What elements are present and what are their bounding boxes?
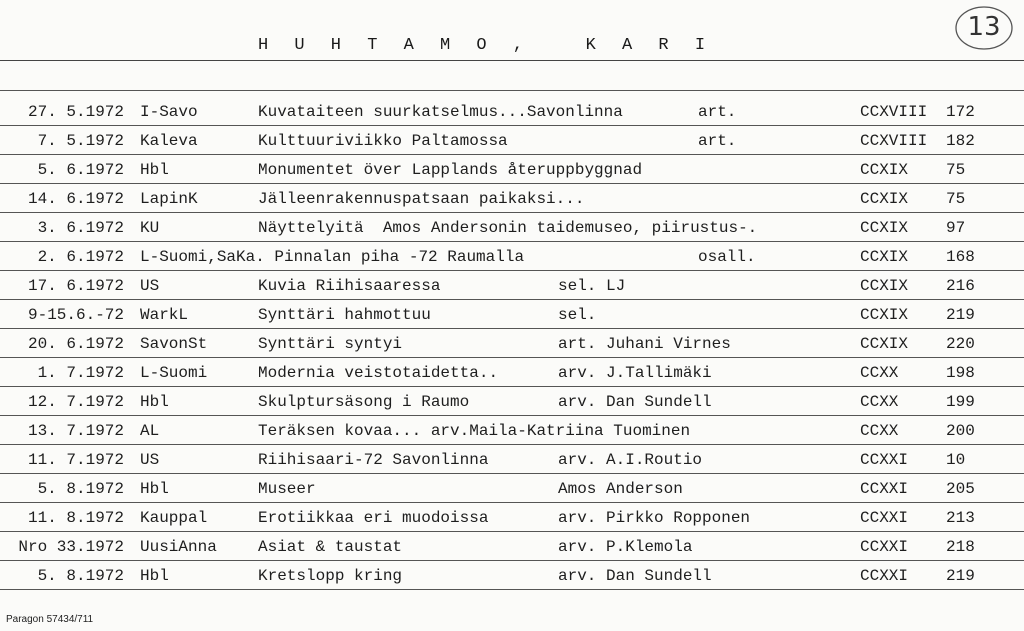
entry-title: Skulptursäsong i Raumo [258,393,470,411]
entry-row [0,416,1024,445]
entry-title: Jälleenrakennuspatsaan paikaksi... [258,190,585,208]
entry-author: sel. LJ [558,277,626,295]
entry-date: 17. 6.1972 [27,277,124,295]
entry-date: 7. 5.1972 [37,132,124,150]
entry-source: LapinK [140,190,198,208]
entry-volume: CCXXI [860,480,909,498]
entry-source: Hbl [140,393,169,411]
entry-volume: CCXVIII [860,103,928,121]
entry-source: Kauppal [140,509,208,527]
entry-title: Kulttuuriviikko Paltamossa [258,132,508,150]
entry-date: 12. 7.1972 [27,393,124,411]
entry-source: WarkL [140,306,189,324]
entry-volume: CCXX [860,364,899,382]
entry-title: Modernia veistotaidetta.. [258,364,499,382]
entry-page: 218 [946,538,975,556]
entry-volume: CCXIX [860,306,909,324]
entry-volume: CCXXI [860,451,909,469]
entry-row [0,561,1024,590]
entry-page: 220 [946,335,975,353]
entry-title: Riihisaari-72 Savonlinna [258,451,489,469]
entry-row [0,242,1024,271]
entry-author: arv. A.I.Routio [558,451,703,469]
entry-source: Kaleva [140,132,198,150]
entry-page: 200 [946,422,975,440]
card-number [953,4,1015,54]
entry-date: 2. 6.1972 [37,248,124,266]
entry-title: Kretslopp kring [258,567,403,585]
entry-row [0,329,1024,358]
entry-page: 172 [946,103,975,121]
entry-date: 14. 6.1972 [27,190,124,208]
entry-title: Näyttelyitä Amos Andersonin taidemuseo, piirustus-. [258,219,758,237]
entry-source: US [140,277,160,295]
entry-author: arv. Dan Sundell [558,567,712,585]
entry-page: 219 [946,306,975,324]
top-rule [0,60,1024,61]
entry-title: Monumentet över Lapplands återuppbyggnad [258,161,643,179]
entry-row [0,126,1024,155]
entry-row [0,358,1024,387]
entry-source: Hbl [140,480,169,498]
entry-volume: CCXVIII [860,132,928,150]
entry-page: 97 [946,219,966,237]
card-heading: H U H T A M O , K A R I [258,36,714,55]
entry-date: 27. 5.1972 [27,103,124,121]
entry-row [0,503,1024,532]
entry-date: Nro 33.1972 [18,538,124,556]
entry-row [0,474,1024,503]
entry-title: Asiat & taustat [258,538,403,556]
entry-row [0,213,1024,242]
entry-author: arv. P.Klemola [558,538,693,556]
entry-source: SavonSt [140,335,208,353]
entry-volume: CCXIX [860,248,909,266]
entry-volume: CCXXI [860,538,909,556]
entry-volume: CCXIX [860,277,909,295]
entry-row [0,300,1024,329]
entry-page: 219 [946,567,975,585]
entry-volume: CCXIX [860,161,909,179]
entry-row [0,155,1024,184]
entry-volume: CCXXI [860,509,909,527]
entry-page: 199 [946,393,975,411]
entry-volume: CCXXI [860,567,909,585]
entry-author: arv. Pirkko Ropponen [558,509,751,527]
entry-type: art. [698,103,737,121]
entry-source: L-Suomi,SaKa. Pinnalan piha -72 Raumalla [140,248,525,266]
entry-source: Hbl [140,161,169,179]
entry-row [0,532,1024,561]
entry-volume: CCXX [860,422,899,440]
entry-date: 11. 8.1972 [27,509,124,527]
entry-volume: CCXX [860,393,899,411]
entry-row [0,387,1024,416]
entry-date: 5. 8.1972 [37,567,124,585]
entry-title: Museer [258,480,316,498]
entry-title: Teräksen kovaa... arv.Maila-Katriina Tuominen [258,422,691,440]
entry-type: art. [698,132,737,150]
printer-mark: Paragon 57434/711 [6,614,94,625]
entry-date: 11. 7.1972 [27,451,124,469]
entry-page: 182 [946,132,975,150]
entry-date: 5. 8.1972 [37,480,124,498]
entry-row [0,97,1024,126]
entry-page: 205 [946,480,975,498]
entry-volume: CCXIX [860,219,909,237]
entry-page: 213 [946,509,975,527]
entry-title: Erotiikkaa eri muodoissa [258,509,489,527]
entry-page: 216 [946,277,975,295]
entry-source: L-Suomi [140,364,208,382]
card-number-text: 13 [967,12,1001,42]
entry-title: Synttäri syntyi [258,335,403,353]
entry-row [0,445,1024,474]
entry-author: arv. J.Tallimäki [558,364,712,382]
entry-source: KU [140,219,160,237]
entry-source: UusiAnna [140,538,217,556]
entry-type: osall. [698,248,756,266]
entry-page: 75 [946,190,966,208]
entry-title: Kuvia Riihisaaressa [258,277,441,295]
entry-row [0,184,1024,213]
entry-source: AL [140,422,160,440]
entry-author: art. Juhani Virnes [558,335,731,353]
entry-list [0,97,1024,590]
entry-date: 9-15.6.-72 [27,306,124,324]
entry-date: 1. 7.1972 [37,364,124,382]
entry-author: Amos Anderson [558,480,683,498]
entry-author: sel. [558,306,597,324]
entry-date: 5. 6.1972 [37,161,124,179]
entry-page: 168 [946,248,975,266]
entry-title: Kuvataiteen suurkatselmus...Savonlinna [258,103,623,121]
entry-volume: CCXIX [860,335,909,353]
entry-page: 198 [946,364,975,382]
entry-source: Hbl [140,567,169,585]
entry-date: 3. 6.1972 [37,219,124,237]
entry-source: US [140,451,160,469]
entry-volume: CCXIX [860,190,909,208]
entry-author: arv. Dan Sundell [558,393,712,411]
entry-page: 10 [946,451,966,469]
entry-date: 20. 6.1972 [27,335,124,353]
entry-title: Synttäri hahmottuu [258,306,431,324]
entry-source: I-Savo [140,103,198,121]
entry-row [0,271,1024,300]
entry-date: 13. 7.1972 [27,422,124,440]
header-rule [0,90,1024,91]
entry-page: 75 [946,161,966,179]
